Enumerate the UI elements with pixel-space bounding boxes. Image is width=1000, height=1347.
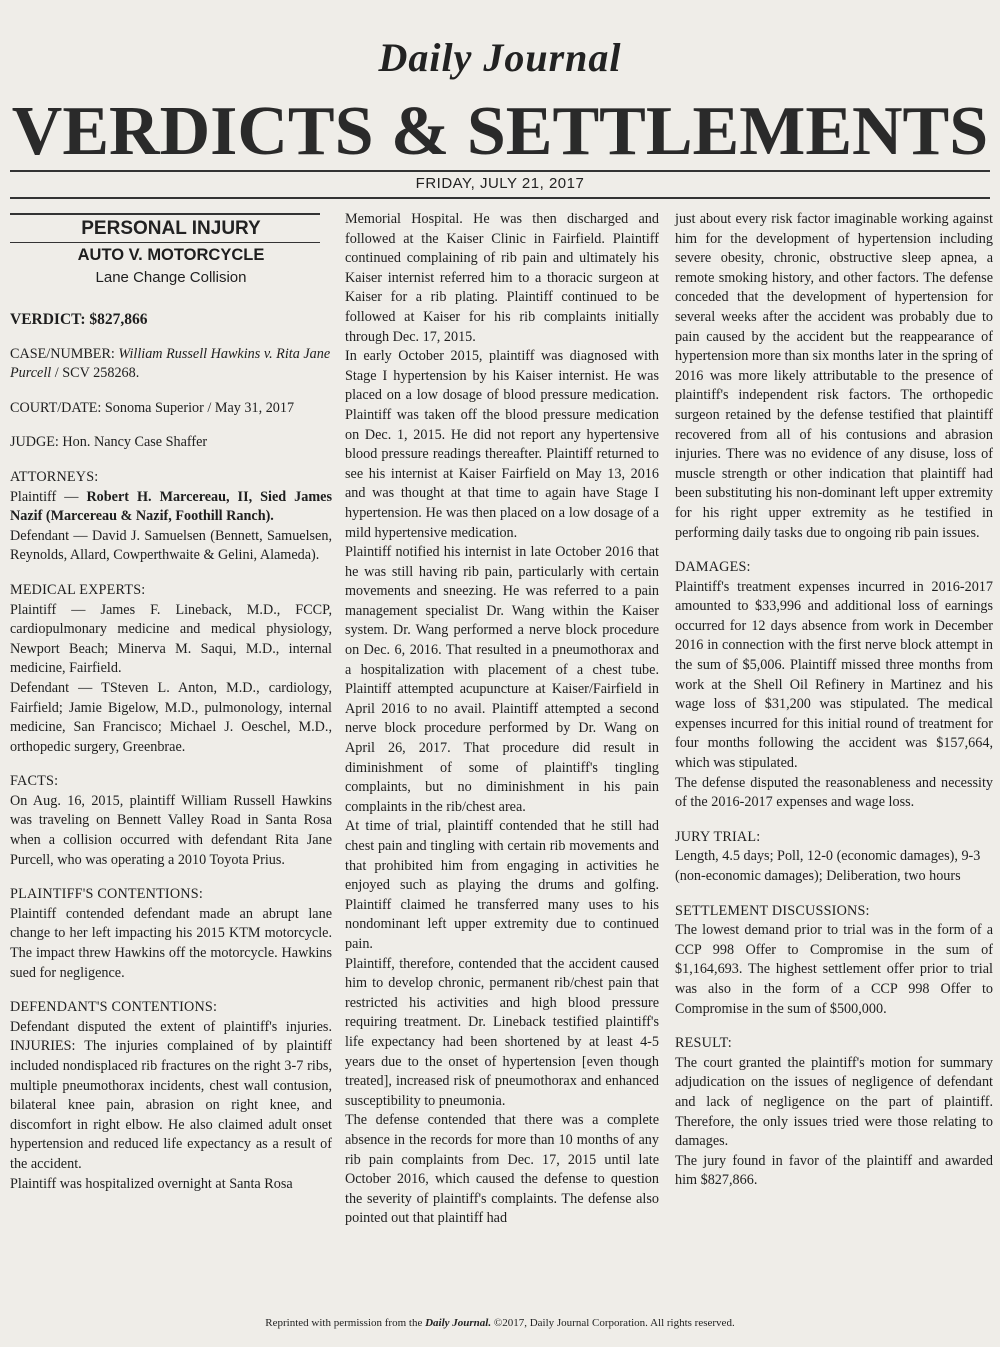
settlement-heading: SETTLEMENT DISCUSSIONS: <box>675 902 870 919</box>
attorneys-section <box>10 468 332 566</box>
top-rule <box>10 170 990 172</box>
case-names: William Russell Hawkins v. Rita Jane Purcell <box>10 345 331 382</box>
result-text: The court granted the plaintiff's motion for summary adjudication on the issues of negligence of defendant and lack of negligence on the part of plaintiff. Therefore, the only issues tried were those relating to damages. <box>675 1054 993 1150</box>
paragraph: just about every risk factor imaginable working against him for the development of hypertension including severe obesity, chronic, obstructive sleep apnea, a remote smoking history, and other factors. The defense conceded that the development of hypertension for several weeks after the accident was probably due to pain caused by the accident but the reappearance of hypertension more than six months later in the spring of 2016 was more likely attributable to the presence of plaintiff's independent risk factors. The orthopedic surgeon retained by the defense testified that plaintiff recovered from all of his contusions and abrasion injuries. There was no evidence of any disuse, loss of muscle strength or other indication that plaintiff had been substituting his non-dominant left upper extremity for his right upper extremity as he testified in performing daily tasks due to ongoing rib pain issues. <box>675 211 993 541</box>
court-value: Sonoma Superior / May 31, 2017 <box>104 399 295 416</box>
category-rule <box>10 242 320 243</box>
paragraph: The defense contended that there was a complete absence in the records for more than 10 months of any rib pain complaints from Dec. 17, 2015 until late October 2016, which caused the defense to question the severity of plaintiff's complaints. The defense also pointed out that plaintiff had <box>345 1112 659 1227</box>
plaintiff-attorney-names: Robert H. Marcereau, II, Sied James Nazif (Marcereau & Nazif, Foothill Ranch). <box>10 488 332 525</box>
reprint-notice <box>0 1317 1000 1329</box>
judge <box>10 433 332 453</box>
jury-trial-heading: JURY TRIAL: <box>675 828 761 845</box>
jury-trial-text: Length, 4.5 days; Poll, 12-0 (economic damages), 9-3 (non-economic damages); Deliberation, two hours <box>675 848 981 884</box>
damages-section <box>675 558 993 813</box>
facts-text: On Aug. 16, 2015, plaintiff William Russell Hawkins was traveling on Bennett Valley Road in Santa Rosa when a collision occurred with defendant Rita Jane Purcell, who was operating a 2010 Toyota Prius. <box>10 792 332 868</box>
court-label: COURT/DATE: <box>10 399 102 416</box>
hospitalization-text: Plaintiff was hospitalized overnight at Santa Rosa <box>10 1175 293 1192</box>
bottom-rule <box>10 197 990 199</box>
defendant-contentions-heading: DEFENDANT'S CONTENTIONS: <box>10 999 218 1016</box>
plaintiff-contentions-text: Plaintiff contended defendant made an abrupt lane change to her left impacting his 2015 KTM motorcycle. The impact threw Hawkins off the motorcycle. Hawkins sued for negligence. <box>10 905 332 981</box>
category-header <box>10 213 332 288</box>
category-title: PERSONAL INJURY <box>81 218 261 239</box>
paragraph: Plaintiff, therefore, contended that the accident caused him to develop chronic, permanent rib/chest pain that restricted his activities and high blood pressure requiring treatment. Dr. Lineback testified plaintiff's life expectancy had been shortened by at least 4-5 years due to the onset of hypertension [even though treated], increased risk of pneumothorax and enhanced susceptibility to pneumonia. <box>345 955 659 1109</box>
plaintiff-prefix: Plaintiff — <box>10 488 79 505</box>
paragraph: Plaintiff notified his internist in late October 2016 that he was still having rib pain, particularly with certain movements and sneezing. He was referred to a pain management specialist Dr. Wang within the Kaiser system. Dr. Wang performed a nerve block procedure on Dec. 6, 2016. That resulted in a pneumothorax and a hospitalization with placement of a chest tube. Plaintiff attempted acupuncture at Kaiser/Fairfield in April 2016 to no avail. Plaintiff attempted a second nerve block procedure performed by Dr. Wang on April 26, 2017. That procedure did result in diminishment of some of plaintiff's tingling complaints, but no diminishment in his pain complaints in the rib/chest area. <box>345 544 659 815</box>
plaintiff-contentions-section <box>10 885 332 983</box>
verdict-amount: VERDICT: $827,866 <box>10 311 148 328</box>
facts-heading: FACTS: <box>10 773 59 790</box>
reprint-prefix: Reprinted with permission from the <box>265 1317 423 1329</box>
case-number <box>10 345 332 384</box>
plaintiff-experts: Plaintiff — James F. Lineback, M.D., FCCP, cardiopulmonary medicine and medical physiology, Newport Beach; Minerva M. Saqui, M.D., internal medicine, Fairfield. <box>10 601 332 677</box>
reprint-publication: Daily Journal. <box>425 1317 492 1329</box>
medical-experts-heading: MEDICAL EXPERTS: <box>10 581 146 598</box>
settlement-text: The lowest demand prior to trial was in the form of a CCP 998 Offer to Compromise in the sum of $1,164,693. The highest settlement offer prior to trial was also in the form of a CCP 998 Offer to Compromise in the sum of $500,000. <box>675 922 993 1017</box>
paragraph: In early October 2015, plaintiff was diagnosed with Stage I hypertension by his Kaiser internist. He was placed on a low dosage of blood pressure medication. Plaintiff was taken off the blood pressure medication on Dec. 1, 2015. He did not report any hypertensive blood pressure readings thereafter. Plaintiff returned to see his internist at Kaiser Fairfield on May 13, 2016 and was thought at that time to again have Stage I hypertension. He was then placed on a low dosage of a mild hypertensive medication. <box>345 348 659 541</box>
result-text: The jury found in favor of the plaintiff and awarded him $827,866. <box>675 1152 993 1189</box>
section-title: VERDICTS & SETTLEMENTS <box>11 93 989 170</box>
paragraph: Memorial Hospital. He was then discharged and followed at the Kaiser Clinic in Fairfield. Plaintiff continued complaining of rib pain and ultimately his Kaiser internist referred him to a thoracic surgeon at Kaiser for a rib plating. Plaintiff continued to be followed at Kaiser for his rib complaints initially through Dec. 17, 2015. <box>345 211 659 345</box>
medical-experts-section <box>10 581 332 757</box>
damages-heading: DAMAGES: <box>675 559 751 576</box>
attorneys-heading: ATTORNEYS: <box>10 468 99 485</box>
paragraph: At time of trial, plaintiff contended that he still had chest pain and tingling with certain rib movements and that prohibited him from engaging in activities he enjoyed such as playing the drums and golfing. Plaintiff claimed he transferred many uses to his nondominant left upper extremity due to continued pain. <box>345 818 659 952</box>
defendant-contentions-section <box>10 998 332 1194</box>
result-section <box>675 1034 993 1191</box>
jury-trial-section <box>675 828 993 887</box>
defendant-experts: Defendant — TSteven L. Anton, M.D., cardiology, Fairfield; Jamie Bigelow, M.D., pulmonology, internal medicine, San Francisco; Michael J. Oeschel, M.D., orthopedic surgery, Greenbrae. <box>10 679 332 755</box>
plaintiff-attorneys <box>10 488 332 527</box>
category-rule <box>10 213 320 215</box>
plaintiff-contentions-heading: PLAINTIFF'S CONTENTIONS: <box>10 886 203 903</box>
category-subsubtitle: Lane Change Collision <box>95 269 247 286</box>
facts-section <box>10 772 332 870</box>
column-3 <box>675 210 993 1191</box>
issue-date: FRIDAY, JULY 21, 2017 <box>415 175 585 192</box>
column-1 <box>10 210 332 1194</box>
publication-logo: Daily Journal <box>378 35 622 80</box>
damages-text: The defense disputed the reasonableness and necessity of the 2016-2017 expenses and wage loss. <box>675 774 993 811</box>
settlement-section <box>675 902 993 1020</box>
defendant-contentions-text: Defendant disputed the extent of plaintiff's injuries. INJURIES: The injuries complained of by plaintiff included nondisplaced rib fractures on the right 3-7 ribs, multiple pneumothorax incidents, chest wall contusion, bilateral knee pain, abrasion on right knee, and discomfort in right elbow. He also claimed adult onset hypertension and reduced life expectancy as a result of the accident. <box>10 1018 332 1172</box>
case-number-value: / SCV 258268. <box>54 365 140 382</box>
judge-value: Hon. Nancy Case Shaffer <box>62 434 208 451</box>
defendant-attorneys: Defendant — David J. Samuelsen (Bennett, Samuelsen, Reynolds, Allard, Cowperthwaite & Gelini, Alameda). <box>10 527 332 564</box>
reprint-suffix: ©2017, Daily Journal Corporation. All rights reserved. <box>493 1317 735 1329</box>
column-2 <box>345 210 659 1229</box>
category-subtitle: AUTO V. MOTORCYCLE <box>77 246 265 264</box>
court-date <box>10 399 332 419</box>
judge-label: JUDGE: <box>10 434 59 451</box>
case-label: CASE/NUMBER: <box>10 345 115 362</box>
result-heading: RESULT: <box>675 1035 732 1052</box>
damages-text: Plaintiff's treatment expenses incurred in 2016-2017 amounted to $33,996 and additional loss of earnings occurred for 12 days absence from work in December 2016 in connection with the first nerve block attempt in the sum of $5,006. Plaintiff missed three months from work at the Shell Oil Refinery in Martinez and his wage loss of $31,200 was stipulated. The medical expenses incurred for this initial round of treatment for four months following the accident was $157,664, which was stipulated. <box>675 578 993 772</box>
